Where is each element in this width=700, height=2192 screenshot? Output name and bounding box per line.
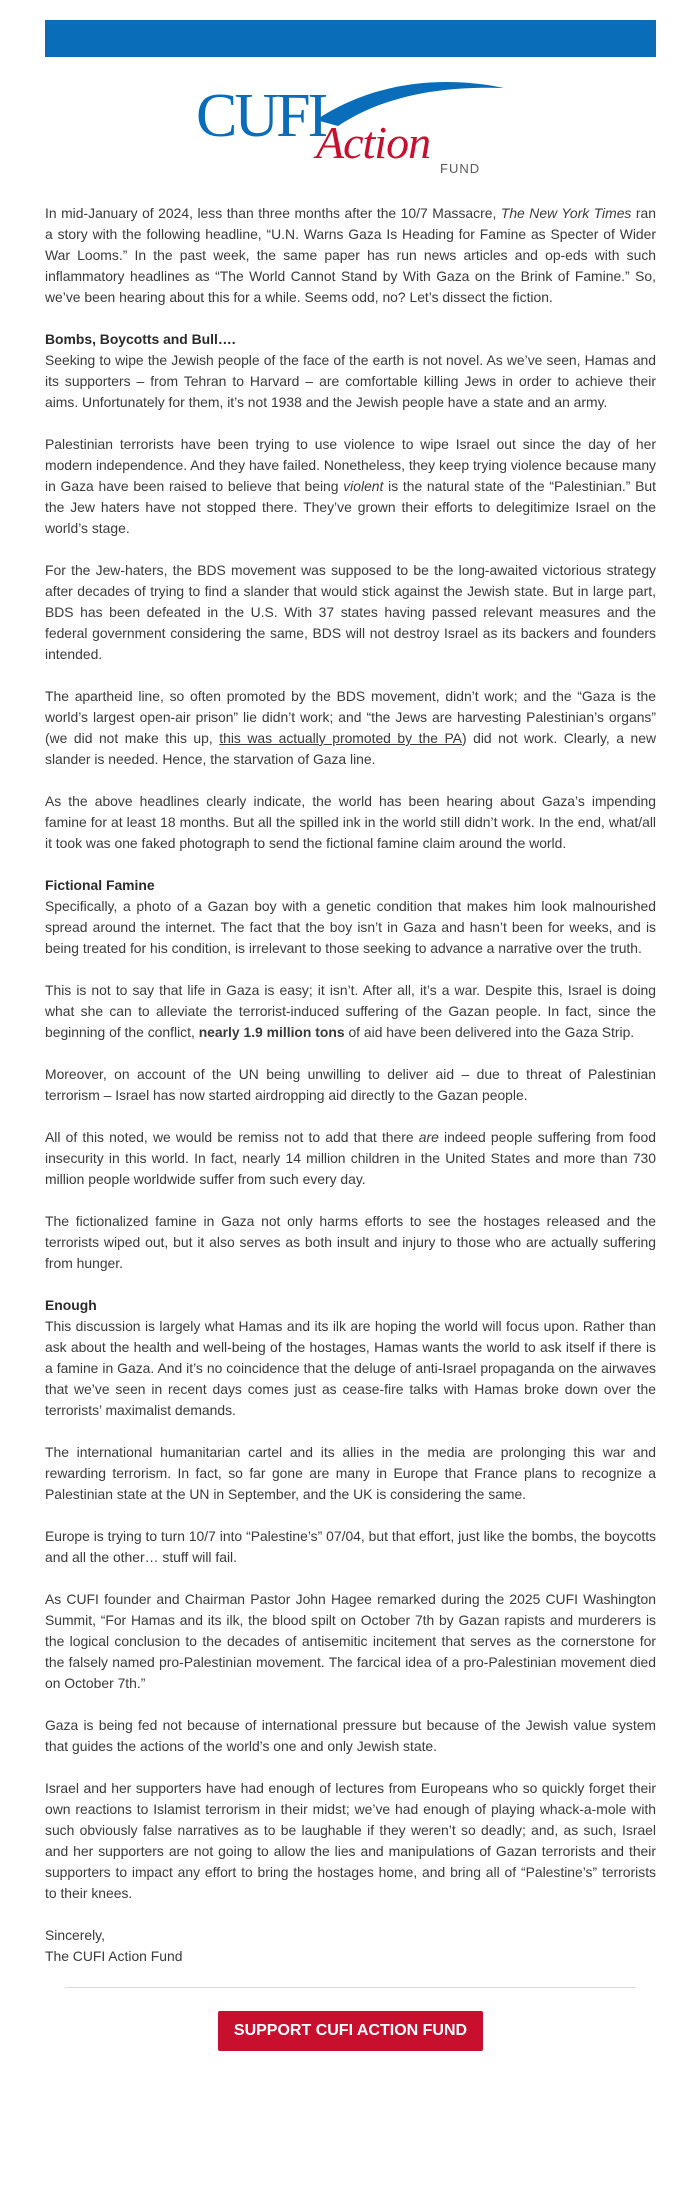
intro-paragraph: In mid-January of 2024, less than three months after the 10/7 Massacre, The New York Times ran a story with the following headline, “U.N. Warns Gaza Is Heading for Famine as Specter of Wider War Looms.” In the past week, the same paper has run news articles and op-eds with such inflammatory headlines as “The World Cannot Stand by With Gaza on the Brink of Famine.” So, we’ve been hearing about this for a while. Seems odd, no? Let’s dissect the fiction. xyxy=(45,205,656,305)
signoff-signature: The CUFI Action Fund xyxy=(45,1948,183,1964)
support-cufi-action-fund-button[interactable]: SUPPORT CUFI ACTION FUND xyxy=(218,2011,483,2051)
signoff-closing: Sincerely, xyxy=(45,1927,105,1943)
section-bombs-boycotts xyxy=(45,329,656,413)
paragraph: The fictionalized famine in Gaza not only harms efforts to see the hostages released and the terrorists wiped out, but it also serves as both insult and injury to those who are actually suffering from hunger. xyxy=(45,1213,656,1271)
publication-name: The New York Times xyxy=(500,205,632,221)
paragraph: Israel and her supporters have had enough of lectures from Europeans who so quickly forget their own reactions to Islamist terrorism in their midst; we’ve had enough of playing whack-a-mole with such obviously false narratives as to be laughable if they weren’t so deadly; and, as such, Israel and her supporters are not going to allow the lies and manipulations of Gazan terrorists and their supporters to impact any effort to bring the hostages home, and bring all of “Palestine’s” terrorists to their knees. xyxy=(45,1780,656,1901)
paragraph: For the Jew-haters, the BDS movement was supposed to be the long-awaited victorious strategy after decades of trying to find a slander that would stick against the Jewish state. But in large part, BDS has been defeated in the U.S. With 37 states having passed relevant measures and the federal government considering the same, BDS will not destroy Israel as its backers and founders intended. xyxy=(45,562,656,662)
paragraph: This is not to say that life in Gaza is easy; it isn’t. After all, it’s a war. Despite this, Israel is doing what she can to alleviate the terrorist-induced suffering of the Gazan people. In fact, since the beginning of the conflict, nearly 1.9 million tons of aid have been delivered into the Gaza Strip. xyxy=(45,982,656,1040)
paragraph: As CUFI founder and Chairman Pastor John Hagee remarked during the 2025 CUFI Washington Summit, “For Hamas and its ilk, the blood spilt on October 7th by Gazan rapists and murderers is the logical conclusion to the decades of antisemitic incitement that serves as the cornerstone for the falsely named pro-Palestinian movement. The farcical idea of a pro-Palestinian movement died on October 7th.” xyxy=(45,1591,656,1691)
paragraph: The international humanitarian cartel and its allies in the media are prolonging this war and rewarding terrorism. In fact, so far gone are many in Europe that France plans to recognize a Palestinian state at the UN in September, and the UK is considering the same. xyxy=(45,1444,656,1502)
logo-primary-text: CUFI xyxy=(196,82,326,150)
footer-divider xyxy=(65,1987,636,1988)
section-fictional-famine xyxy=(45,875,656,959)
section-heading: Enough xyxy=(45,1297,97,1313)
paragraph: Seeking to wipe the Jewish people of the face of the earth is not novel. As we’ve seen, Hamas and its supporters – from Tehran to Harvard – are comfortable killing Jews in order to achieve their aims. Unfortunately for them, it’s not 1938 and the Jewish people have a state and an army. xyxy=(45,352,656,410)
paragraph: This discussion is largely what Hamas and its ilk are hoping the world will focus upon. Rather than ask about the health and well-being of the hostages, Hamas wants the world to ask itself if there is a famine in Gaza. And it’s no coincidence that the deluge of anti-Israel propaganda on the airwaves that we’ve seen in recent days comes just as cease-fire talks with Hamas broke down over the terrorists’ maximalist demands. xyxy=(45,1318,656,1418)
paragraph: All of this noted, we would be remiss not to add that there are indeed people suffering from food insecurity in this world. In fact, nearly 14 million children in the United States and more than 730 million people worldwide suffer from such every day. xyxy=(45,1129,656,1187)
cufi-action-fund-logo[interactable] xyxy=(196,80,506,175)
paragraph: Europe is trying to turn 10/7 into “Palestine’s” 07/04, but that effort, just like the bombs, the boycotts and all the other… stuff will fail. xyxy=(45,1528,656,1565)
section-heading: Bombs, Boycotts and Bull…. xyxy=(45,331,236,347)
paragraph: Palestinian terrorists have been trying to use violence to wipe Israel out since the day of her modern independence. And they have failed. Nonetheless, they keep trying violence because many in Gaza have been raised to believe that being violent is the natural state of the “Palestinian.” But the Jew haters have not stopped there. They’ve grown their efforts to delegitimize Israel on the world’s stage. xyxy=(45,436,656,536)
logo-tertiary-text: FUND xyxy=(440,161,481,175)
signoff xyxy=(45,1925,656,1967)
logo-secondary-text: Action xyxy=(316,117,431,168)
paragraph: As the above headlines clearly indicate, the world has been hearing about Gaza’s impending famine for at least 18 months. But all the spilled ink in the world still didn’t work. In the end, what/all it took was one faked photograph to send the fictional famine claim around the world. xyxy=(45,793,656,851)
section-heading: Fictional Famine xyxy=(45,877,155,893)
paragraph: Moreover, on account of the UN being unwilling to deliver aid – due to threat of Palestinian terrorism – Israel has now started airdropping aid directly to the Gazan people. xyxy=(45,1066,656,1103)
paragraph: Specifically, a photo of a Gazan boy with a genetic condition that makes him look malnourished spread around the internet. The fact that the boy isn’t in Gaza and hasn’t been for weeks, and is being treated for his condition, is irrelevant to those seeking to advance a narrative over the truth. xyxy=(45,898,656,956)
logo-graphic xyxy=(196,80,506,175)
section-enough xyxy=(45,1295,656,1421)
pa-promotion-link[interactable]: this was actually promoted by the PA xyxy=(219,730,462,746)
header-bar xyxy=(45,20,656,57)
paragraph: Gaza is being fed not because of international pressure but because of the Jewish value system that guides the actions of the world’s one and only Jewish state. xyxy=(45,1717,656,1754)
paragraph: The apartheid line, so often promoted by the BDS movement, didn’t work; and the “Gaza is the world’s largest open-air prison” lie didn’t work; and “the Jews are harvesting Palestinian’s organs” (we did not make this up, this was actually promoted by the PA) did not work. Clearly, a new slander is needed. Hence, the starvation of Gaza line. xyxy=(45,688,656,767)
article-body xyxy=(45,203,656,1988)
